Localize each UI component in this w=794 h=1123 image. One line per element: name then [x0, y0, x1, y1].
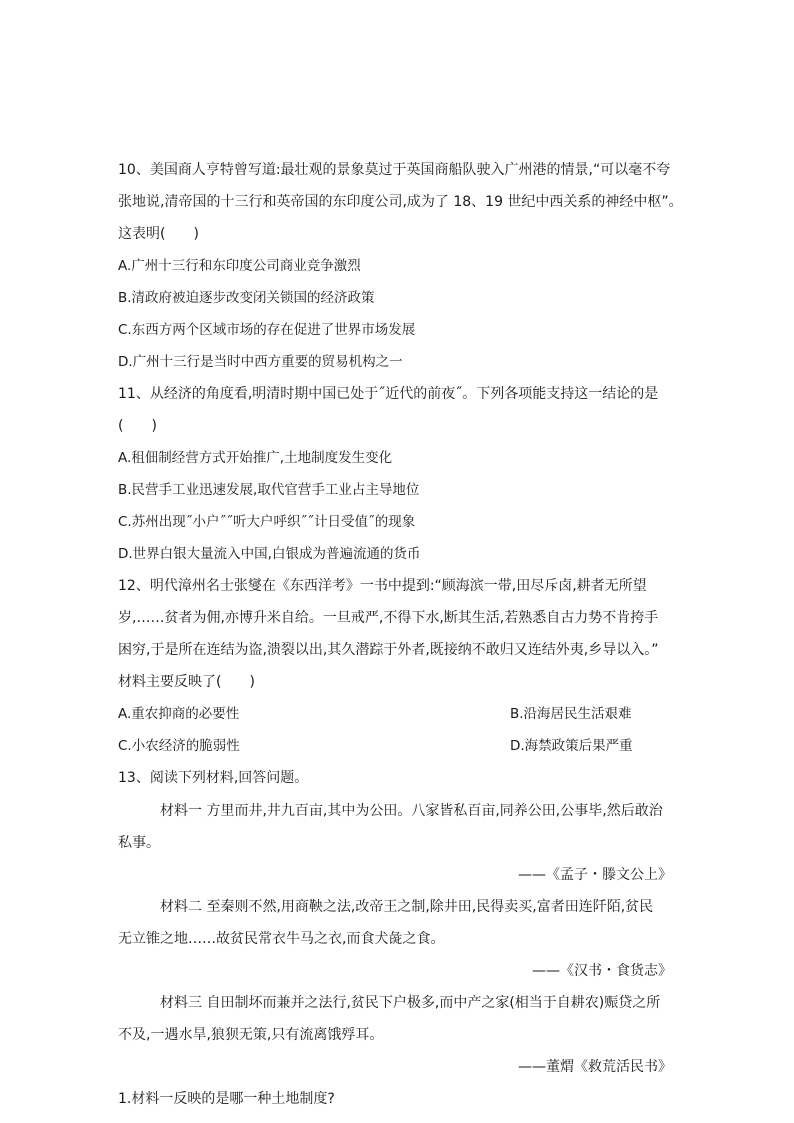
q11-line-1: 11、从经济的角度看,明清时期中国已处于˝近代的前夜˝。下列各项能支持这一结论的是 — [118, 386, 659, 402]
material-1-line-2: 私事。 — [118, 835, 160, 851]
q12-line-3: 困穷,于是所在连结为盗,溃裂以出,其久潜踪于外者,既接纳不敢归又连结外夷,乡导以入。” — [118, 642, 659, 658]
q11-option-a: A.租佃制经营方式开始推广,土地制度发生变化 — [118, 450, 393, 466]
q10-option-c: C.东西方两个区域市场的存在促进了世界市场发展 — [118, 322, 416, 338]
q12-option-d: D.海禁政策后果严重 — [510, 738, 633, 754]
q10-option-b: B.清政府被迫逐步改变闭关锁国的经济政策 — [118, 290, 375, 306]
q10-option-d: D.广州十三行是当时中西方重要的贸易机构之一 — [118, 354, 403, 370]
q12-option-b: B.沿海居民生活艰难 — [510, 706, 632, 722]
material-2-line-2: 无立锥之地……故贫民常衣牛马之衣,而食犬彘之食。 — [118, 931, 445, 947]
material-2-line-1: 材料二 至秦则不然,用商鞅之法,改帝王之制,除井田,民得卖买,富者田连阡陌,贫民 — [160, 899, 654, 915]
sub-question-1: 1.材料一反映的是哪一种土地制度? — [118, 1091, 335, 1107]
q12-option-c: C.小农经济的脆弱性 — [118, 738, 240, 754]
material-1-line-1: 材料一 方里而井,井九百亩,其中为公田。八家皆私百亩,同养公田,公事毕,然后敢治 — [160, 803, 663, 819]
q12-option-a: A.重农抑商的必要性 — [118, 706, 240, 722]
q13-intro: 13、阅读下列材料,回答问题。 — [118, 770, 309, 786]
q10-line-2: 张地说,清帝国的十三行和英帝国的东印度公司,成为了 18、19 世纪中西关系的神经中枢”。 — [118, 194, 683, 210]
q10-line-1: 10、美国商人亨特曾写道:最壮观的景象莫过于英国商船队驶入广州港的情景,“可以毫不夸 — [118, 162, 671, 178]
q11-option-b: B.民营手工业迅速发展,取代官营手工业占主导地位 — [118, 482, 420, 498]
material-3-line-2: 不及,一遇水旱,狼狈无策,只有流离饿殍耳。 — [118, 1027, 384, 1043]
material-3-source: ——董煟《救荒活民书》 — [518, 1059, 672, 1075]
material-3-line-1: 材料三 自田制坏而兼并之法行,贫民下户极多,而中产之家(相当于自耕农)赈贷之所 — [160, 995, 661, 1011]
q10-line-3: 这表明( ) — [118, 226, 199, 242]
material-2-source: ——《汉书・食货志》 — [532, 963, 672, 979]
q12-line-4: 材料主要反映了( ) — [118, 674, 255, 690]
q11-option-c: C.苏州出现˝小户˝˝听大户呼织˝˝计日受值˝的现象 — [118, 514, 416, 530]
q11-line-2: ( ) — [118, 418, 157, 434]
q12-line-1: 12、明代漳州名士张燮在《东西洋考》一书中提到:“顾海滨一带,田尽斥卤,耕者无所望 — [118, 578, 647, 594]
q11-option-d: D.世界白银大量流入中国,白银成为普遍流通的货币 — [118, 546, 421, 562]
q10-option-a: A.广州十三行和东印度公司商业竞争激烈 — [118, 258, 361, 274]
material-1-source: ——《孟子・滕文公上》 — [518, 867, 672, 883]
q12-line-2: 岁,……贫者为佣,亦博升米自给。一旦戒严,不得下水,断其生活,若熟悉自古力势不肯挎手 — [118, 610, 659, 626]
